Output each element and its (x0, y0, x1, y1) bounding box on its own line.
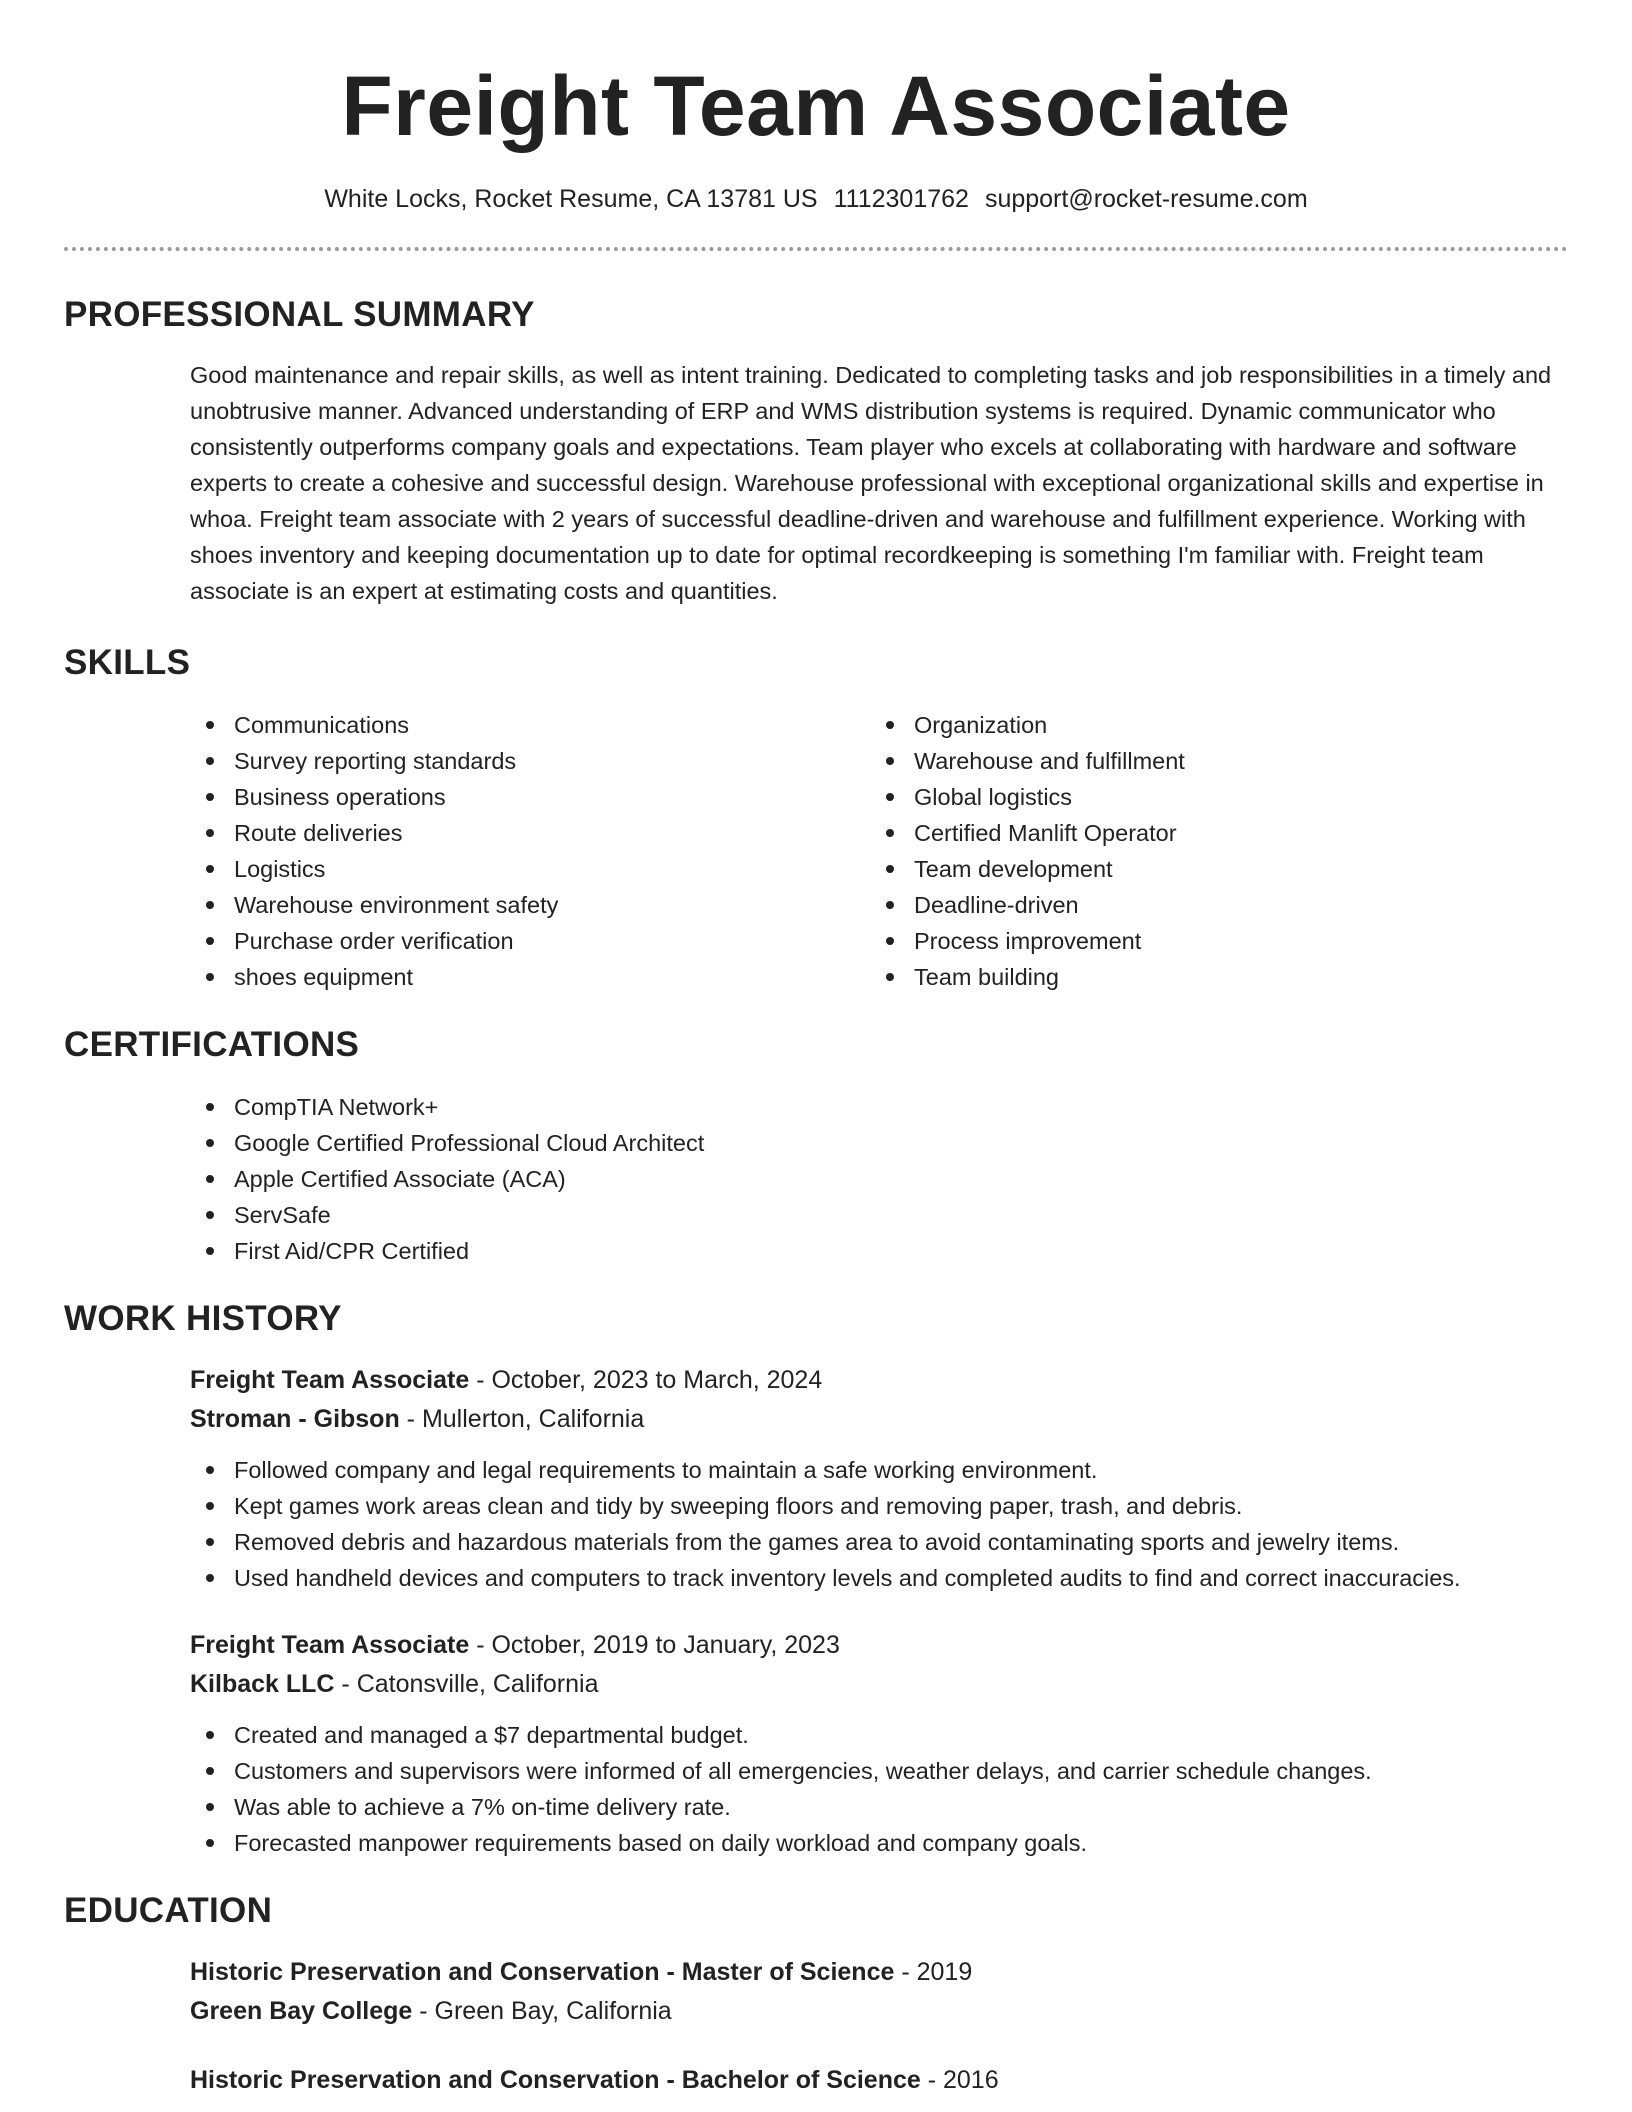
job-entry (190, 1626, 1568, 1861)
skill-item: shoes equipment (190, 959, 870, 995)
education-heading: EDUCATION (64, 1891, 273, 1930)
degree-separator: - (920, 2066, 943, 2094)
job-bullets (190, 1452, 1568, 1596)
summary-body (64, 357, 1568, 609)
job-separator: - (469, 1631, 492, 1659)
skill-item: Team building (870, 959, 1550, 995)
summary-heading: PROFESSIONAL SUMMARY (64, 295, 535, 334)
job-role: Freight Team Associate (190, 1631, 470, 1659)
job-location: Catonsville, California (356, 1670, 599, 1698)
job-company-line (190, 1665, 1568, 1704)
skill-item: Team development (870, 851, 1550, 887)
skill-item: Route deliveries (190, 815, 870, 851)
job-bullet: Used handheld devices and computers to track inventory levels and completed audits to find and correct inaccuracies. (190, 1560, 1568, 1596)
school-name: Green Bay College (190, 1997, 413, 2025)
skill-item: Communications (190, 707, 870, 743)
skills-grid (64, 707, 1568, 995)
education-entry (190, 2061, 1568, 2100)
certifications-section (64, 1025, 1568, 1269)
education-body (64, 1953, 1568, 2100)
certifications-heading: CERTIFICATIONS (64, 1025, 360, 1064)
degree-year: 2016 (943, 2066, 999, 2094)
job-entry (190, 1361, 1568, 1596)
skill-item: Certified Manlift Operator (870, 815, 1550, 851)
work-history-body (64, 1361, 1568, 1861)
skill-item: Logistics (190, 851, 870, 887)
skill-item: Organization (870, 707, 1550, 743)
header-divider (64, 247, 1568, 251)
resume-header (64, 0, 1568, 215)
job-separator: - (399, 1405, 422, 1433)
summary-text: Good maintenance and repair skills, as well as intent training. Dedicated to completing tasks and job responsibilities in a timely and unobtrusive manner. Advanced understanding of ERP and WMS distribution systems is required. Dynamic communicator who consistently outperforms company goals and expectations. Team player who excels at collaborating with hardware and software experts to create a cohesive and successful design. Warehouse professional with exceptional organizational skills and expertise in whoa. Freight team associate with 2 years of successful deadline-driven and warehouse and fulfillment experience. Working with shoes inventory and keeping documentation up to date for optimal recordkeeping is something I'm familiar with. Freight team associate is an expert at estimating costs and quantities. (190, 362, 1552, 604)
skill-item: Warehouse and fulfillment (870, 743, 1550, 779)
skill-item: Global logistics (870, 779, 1550, 815)
job-dates: October, 2019 to January, 2023 (491, 1631, 840, 1659)
job-company: Kilback LLC (190, 1670, 335, 1698)
job-bullet: Created and managed a $7 departmental budget. (190, 1717, 1568, 1753)
degree-name: Historic Preservation and Conservation - Bachelor of Science (190, 2066, 921, 2094)
job-title-line (190, 1626, 1568, 1665)
job-dates: October, 2023 to March, 2024 (491, 1366, 823, 1394)
school-separator: - (412, 1997, 435, 2025)
degree-line (190, 1953, 1568, 1992)
contact-address: White Locks, Rocket Resume, CA 13781 US (324, 185, 818, 213)
contact-phone: 1112301762 (833, 185, 969, 213)
job-bullet: Followed company and legal requirements to maintain a safe working environment. (190, 1452, 1568, 1488)
skill-item: Deadline-driven (870, 887, 1550, 923)
certification-item: ServSafe (190, 1197, 1568, 1233)
job-separator: - (469, 1366, 492, 1394)
education-entry (190, 1953, 1568, 2031)
certification-item: CompTIA Network+ (190, 1089, 1568, 1125)
job-bullet: Forecasted manpower requirements based on daily workload and company goals. (190, 1825, 1568, 1861)
contact-line (64, 183, 1568, 215)
skill-item: Warehouse environment safety (190, 887, 870, 923)
certifications-body (64, 1089, 1568, 1269)
work-history-heading: WORK HISTORY (64, 1299, 342, 1338)
skill-item: Survey reporting standards (190, 743, 870, 779)
contact-email[interactable]: support@rocket-resume.com (984, 185, 1308, 213)
job-title-line (190, 1361, 1568, 1400)
summary-section (64, 295, 1568, 609)
job-role: Freight Team Associate (190, 1366, 470, 1394)
skills-heading: SKILLS (64, 643, 191, 682)
degree-year: 2019 (916, 1958, 973, 1986)
degree-separator: - (894, 1958, 917, 1986)
skill-item: Purchase order verification (190, 923, 870, 959)
job-bullet: Removed debris and hazardous materials from the games area to avoid contaminating sports and jewelry items. (190, 1524, 1568, 1560)
job-bullets (190, 1717, 1568, 1861)
certification-item: Google Certified Professional Cloud Architect (190, 1125, 1568, 1161)
job-bullet: Was able to achieve a 7% on-time delivery rate. (190, 1789, 1568, 1825)
degree-line (190, 2061, 1568, 2100)
education-section (64, 1891, 1568, 2100)
job-bullet: Kept games work areas clean and tidy by sweeping floors and removing paper, trash, and debris. (190, 1488, 1568, 1524)
job-separator: - (334, 1670, 357, 1698)
job-company-line (190, 1400, 1568, 1439)
certification-item: First Aid/CPR Certified (190, 1233, 1568, 1269)
skills-section (64, 643, 1568, 995)
job-company: Stroman - Gibson (190, 1405, 400, 1433)
school-location: Green Bay, California (434, 1997, 672, 2025)
job-bullet: Customers and supervisors were informed of all emergencies, weather delays, and carrier schedule changes. (190, 1753, 1568, 1789)
candidate-name: Freight Team Associate (341, 59, 1291, 153)
school-line (190, 1992, 1568, 2031)
skills-list-right (870, 707, 1550, 995)
job-location: Mullerton, California (421, 1405, 645, 1433)
skills-list-left (190, 707, 870, 995)
certifications-list (190, 1089, 1568, 1269)
certification-item: Apple Certified Associate (ACA) (190, 1161, 1568, 1197)
work-history-section (64, 1299, 1568, 1861)
degree-name: Historic Preservation and Conservation - Master of Science (190, 1958, 895, 1986)
skill-item: Process improvement (870, 923, 1550, 959)
skill-item: Business operations (190, 779, 870, 815)
